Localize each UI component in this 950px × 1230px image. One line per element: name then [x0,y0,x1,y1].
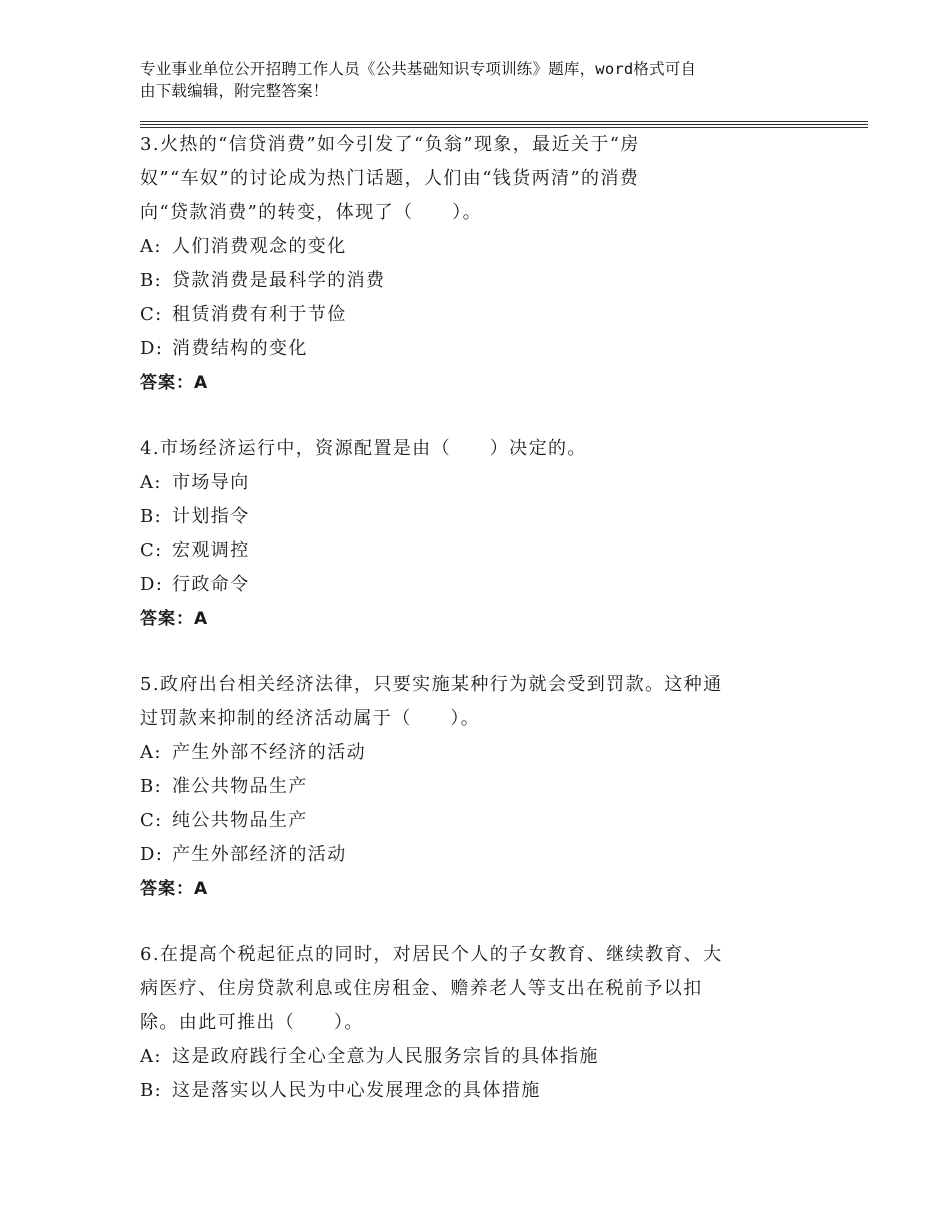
answer-option [140,500,820,534]
question-stem-line: 向“贷款消费”的转变，体现了（ ）。 [140,202,483,223]
question-stem-line: 3.火热的“信贷消费”如今引发了“负翁”现象，最近关于“房 [140,134,640,155]
answer-option [140,466,820,500]
document-header [140,58,820,102]
header-line-1: 专业事业单位公开招聘工作人员《公共基础知识专项训练》题库，word格式可自 [140,60,697,78]
option-text: 准公共物品生产 [172,776,308,797]
option-text: 宏观调控 [172,540,250,561]
answer-option [140,568,820,602]
header-line-2: 由下载编辑，附完整答案！ [140,82,329,100]
option-text: 行政命令 [172,574,250,595]
option-letter: B: [140,270,163,291]
option-letter: C: [140,810,163,831]
answer-line [140,602,820,636]
answer-label: 答案： [140,609,194,629]
answer-option [140,838,820,872]
question-block [140,128,820,400]
answer-option [140,1040,820,1074]
answer-option [140,230,820,264]
answer-option [140,770,820,804]
option-letter: C: [140,304,163,325]
option-letter: A: [140,1046,162,1067]
option-text: 这是政府践行全心全意为人民服务宗旨的具体指施 [172,1046,599,1067]
option-text: 产生外部经济的活动 [172,844,347,865]
answer-option [140,736,820,770]
answer-value: A [194,609,209,629]
option-letter: D: [140,574,164,595]
option-text: 这是落实以人民为中心发展理念的具体措施 [172,1080,541,1101]
answer-option [140,804,820,838]
question-stem-line: 除。由此可推出（ ）。 [140,1012,364,1033]
answer-option [140,298,820,332]
option-text: 市场导向 [172,472,250,493]
answer-option [140,264,820,298]
answer-label: 答案： [140,373,194,393]
question-stem-line: 4.市场经济运行中，资源配置是由（ ）决定的。 [140,438,587,459]
option-letter: D: [140,844,164,865]
answer-line [140,366,820,400]
header-divider [140,121,868,122]
question-stem-line: 奴”“车奴”的讨论成为热门话题，人们由“钱货两清”的消费 [140,168,640,189]
question-stem-line: 病医疗、住房贷款利息或住房租金、赡养老人等支出在税前予以扣 [140,978,703,999]
option-letter: A: [140,742,162,763]
option-text: 产生外部不经济的活动 [172,742,366,763]
option-text: 人们消费观念的变化 [172,236,347,257]
answer-label: 答案： [140,879,194,899]
answer-line [140,872,820,906]
question-stem-line: 6.在提高个税起征点的同时，对居民个人的子女教育、继续教育、大 [140,944,723,965]
option-letter: B: [140,506,163,527]
option-text: 纯公共物品生产 [172,810,308,831]
question-list [140,128,820,1140]
option-letter: A: [140,236,162,257]
question-block [140,938,820,1108]
answer-option [140,332,820,366]
option-letter: B: [140,776,163,797]
option-text: 租赁消费有利于节俭 [172,304,347,325]
option-text: 计划指令 [172,506,250,527]
question-stem-line: 过罚款来抑制的经济活动属于（ ）。 [140,708,481,729]
option-letter: C: [140,540,163,561]
header-divider [140,124,868,125]
option-letter: B: [140,1080,163,1101]
option-text: 消费结构的变化 [172,338,308,359]
question-stem-line: 5.政府出台相关经济法律，只要实施某种行为就会受到罚款。这种通 [140,674,723,695]
answer-option [140,534,820,568]
option-text: 贷款消费是最科学的消费 [172,270,386,291]
option-letter: D: [140,338,164,359]
question-block [140,432,820,636]
answer-value: A [194,373,209,393]
question-block [140,668,820,906]
answer-value: A [194,879,209,899]
option-letter: A: [140,472,162,493]
answer-option [140,1074,820,1108]
